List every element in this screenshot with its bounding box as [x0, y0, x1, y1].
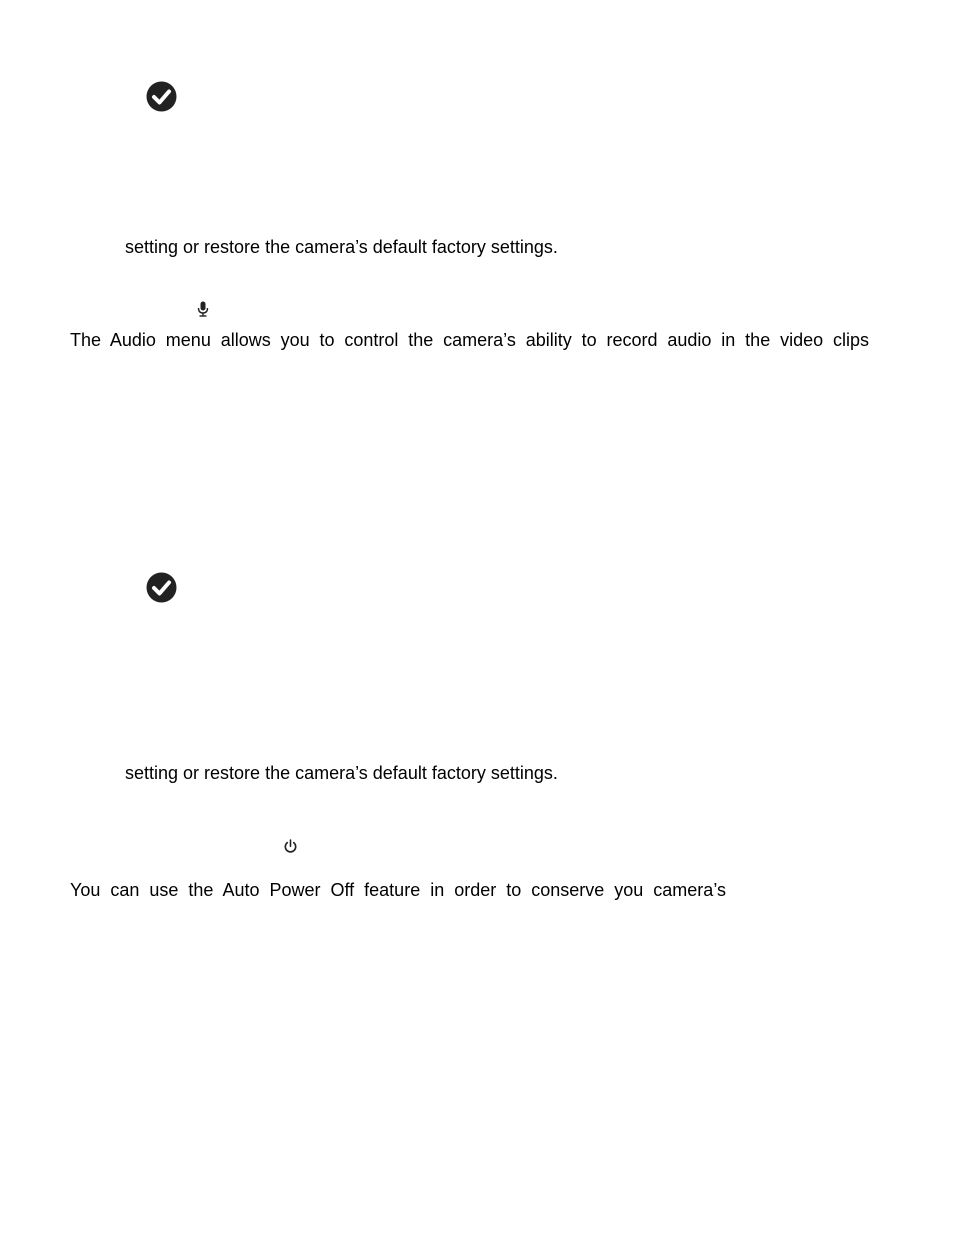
power-icon — [283, 839, 298, 859]
section2-continuation-text: setting or restore the camera’s default factory settings. — [125, 763, 558, 783]
microphone-icon — [197, 301, 209, 322]
checkmark-icon-graphic — [146, 81, 177, 112]
audio-intro-text: The Audio menu allows you to control the camera’s ability to record audio in the video clips — [70, 330, 869, 350]
auto-power-off-intro-text: You can use the Auto Power Off feature in order to conserve you camera’s — [70, 880, 726, 900]
checkmark-icon — [146, 81, 177, 117]
checkmark-icon — [146, 572, 177, 608]
checkmark-icon-graphic — [146, 572, 177, 603]
section1-continuation-text: setting or restore the camera’s default factory settings. — [125, 237, 558, 257]
